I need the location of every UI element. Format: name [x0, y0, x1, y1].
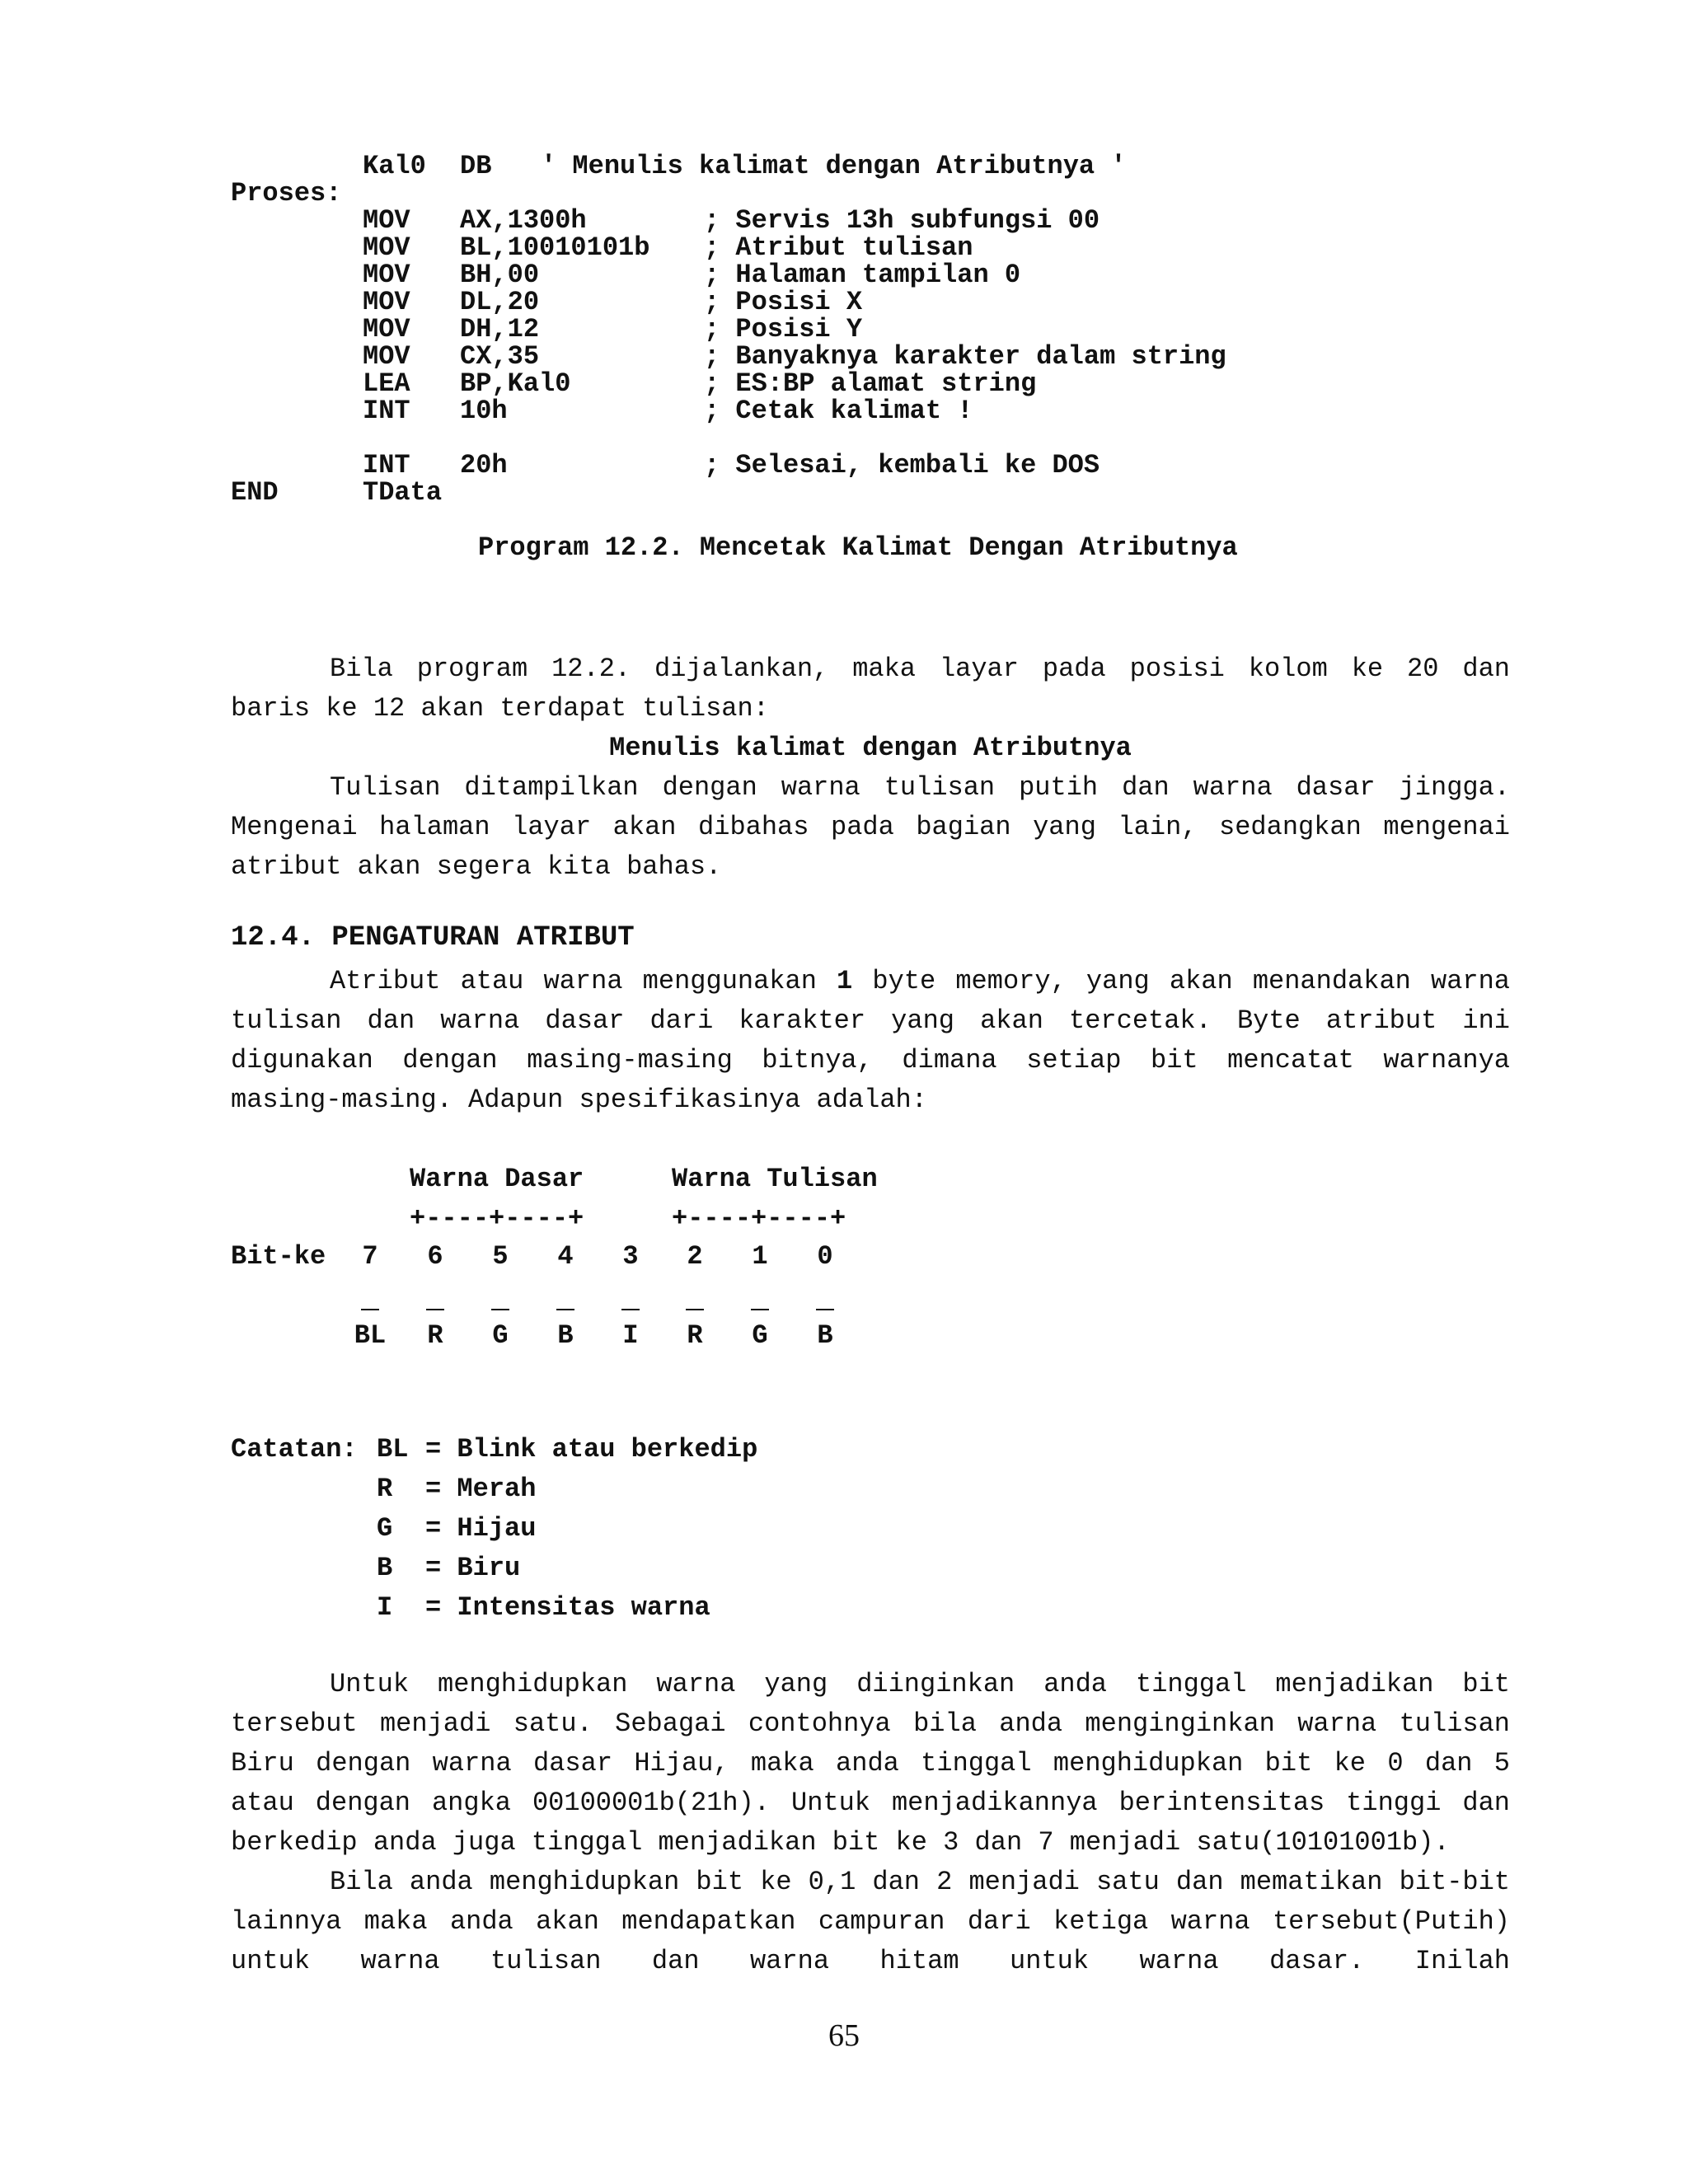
code-op: LEA — [363, 368, 410, 399]
bit-underline — [426, 1309, 444, 1310]
group-bracket-foreground: +----+----+ — [672, 1203, 846, 1234]
bit-number: 2 — [687, 1241, 703, 1272]
bit-code: B — [557, 1320, 574, 1351]
bit-code: B — [817, 1320, 833, 1351]
code-arg: ' Menulis kalimat dengan Atributnya ' — [541, 151, 1127, 181]
section-heading: 12.4. PENGATURAN ATRIBUT — [231, 922, 635, 954]
text-span: byte memory, yang akan menandakan warna tulisan dan warna dasar dari karakter yang akan tercetak. Byte atribut ini digunakan dengan masing-masing bitnya, dimana setiap bit mencatat warnanya masing-masing. Adapun spesifikasinya adalah: — [231, 966, 1510, 1115]
notes-label: Catatan: — [231, 1434, 358, 1465]
bit-number: 1 — [752, 1241, 768, 1272]
code-op: MOV — [363, 314, 410, 344]
code-arg: BP,Kal0 — [460, 368, 571, 399]
code-op: INT — [363, 450, 410, 480]
group-bracket-background: +----+----+ — [410, 1203, 584, 1234]
code-op: MOV — [363, 341, 410, 372]
code-arg: BL,10010101b — [460, 232, 650, 263]
bold-text: 1 — [837, 966, 853, 996]
bit-number: 7 — [362, 1241, 378, 1272]
bit-number: 0 — [817, 1241, 833, 1272]
bit-underline — [556, 1309, 574, 1310]
note-desc: = Intensitas warna — [425, 1592, 710, 1623]
page-number: 65 — [828, 2018, 860, 2053]
bit-underline — [491, 1309, 509, 1310]
bit-code: R — [427, 1320, 443, 1351]
paragraph-text: Bila anda menghidupkan bit ke 0,1 dan 2 menjadi satu dan mematikan bit-bit lainnya maka anda akan mendapatkan campuran dari ketiga warna tersebut(Putih) untuk warna tulisan dan warna hitam untuk warna dasar. Inilah — [231, 1867, 1510, 1976]
code-comment: ; Cetak kalimat ! — [704, 396, 973, 426]
note-code: BL — [377, 1434, 409, 1465]
code-label: Proses: — [231, 178, 342, 209]
note-desc: = Biru — [425, 1553, 521, 1583]
bit-row-label: Bit-ke — [231, 1241, 326, 1272]
bit-number: 3 — [622, 1241, 639, 1272]
note-code: R — [377, 1474, 393, 1504]
bit-code: BL — [354, 1320, 387, 1351]
code-comment: ; Posisi Y — [704, 314, 863, 344]
program-caption: Program 12.2. Mencetak Kalimat Dengan Atributnya — [478, 532, 1238, 563]
bit-underline — [686, 1309, 704, 1310]
note-code: I — [377, 1592, 393, 1623]
code-op: DB — [460, 151, 492, 181]
bit-code: G — [492, 1320, 509, 1351]
code-arg: 10h — [460, 396, 508, 426]
bit-code: I — [622, 1320, 639, 1351]
paragraph-text: Tulisan ditampilkan dengan warna tulisan putih dan warna dasar jingga. Mengenai halaman layar akan dibahas pada bagian yang lain, sedangkan mengenai atribut akan segera kita bahas. — [231, 772, 1510, 882]
paragraph-2 — [231, 962, 1510, 1120]
code-arg: BH,00 — [460, 260, 540, 290]
bit-code: R — [687, 1320, 703, 1351]
output-example: Menulis kalimat dengan Atributnya — [609, 733, 1132, 763]
note-desc: = Hijau — [425, 1513, 537, 1544]
note-desc: = Merah — [425, 1474, 537, 1504]
bit-number: 5 — [492, 1241, 509, 1272]
bit-underline — [361, 1309, 379, 1310]
code-comment: ; Banyaknya karakter dalam string — [704, 341, 1226, 372]
code-label: END — [231, 477, 279, 508]
code-op: MOV — [363, 260, 410, 290]
code-comment: ; Atribut tulisan — [704, 232, 973, 263]
paragraph-3 — [231, 1665, 1510, 1981]
bit-underline — [621, 1309, 640, 1310]
code-arg: AX,1300h — [460, 205, 587, 236]
attribute-table — [0, 1154, 1688, 1368]
paragraph-text: Bila program 12.2. dijalankan, maka layar pada posisi kolom ke 20 dan baris ke 12 akan terdapat tulisan: — [231, 654, 1510, 724]
code-comment: ; Selesai, kembali ke DOS — [704, 450, 1100, 480]
note-code: B — [377, 1553, 393, 1583]
code-comment: ; ES:BP alamat string — [704, 368, 1037, 399]
code-op: MOV — [363, 232, 410, 263]
notes-block — [0, 1434, 1688, 1640]
bit-underline — [816, 1309, 834, 1310]
code-op: INT — [363, 396, 410, 426]
code-op: MOV — [363, 205, 410, 236]
paragraph-text — [231, 962, 1510, 1120]
code-arg: CX,35 — [460, 341, 540, 372]
group-label-foreground: Warna Tulisan — [672, 1164, 878, 1194]
code-comment: ; Halaman tampilan 0 — [704, 260, 1021, 290]
code-arg: DH,12 — [460, 314, 540, 344]
text-span: Atribut atau warna menggunakan — [330, 966, 837, 996]
code-arg: TData — [363, 477, 443, 508]
code-comment: ; Servis 13h subfungsi 00 — [704, 205, 1100, 236]
bit-underline — [751, 1309, 769, 1310]
bit-code: G — [752, 1320, 768, 1351]
paragraph-1 — [231, 649, 1510, 887]
code-listing — [0, 152, 1688, 515]
code-comment: ; Posisi X — [704, 287, 863, 317]
note-desc: = Blink atau berkedip — [425, 1434, 758, 1465]
paragraph-text: Untuk menghidupkan warna yang diinginkan anda tinggal menjadikan bit tersebut menjadi satu. Sebagai contohnya bila anda menginginkan warna tulisan Biru dengan warna dasar Hijau, maka anda tinggal menghidupkan bit ke 0 dan 5 atau dengan angka 00100001b(21h). Untuk menjadikannya berintensitas tinggi dan berkedip anda juga tinggal menjadikan bit ke 3 dan 7 menjadi satu(10101001b). — [231, 1669, 1510, 1858]
bit-number: 4 — [557, 1241, 574, 1272]
code-arg: DL,20 — [460, 287, 540, 317]
group-label-background: Warna Dasar — [410, 1164, 584, 1194]
code-arg: 20h — [460, 450, 508, 480]
note-code: G — [377, 1513, 393, 1544]
bit-number: 6 — [427, 1241, 443, 1272]
code-label: Kal0 — [363, 151, 426, 181]
code-op: MOV — [363, 287, 410, 317]
